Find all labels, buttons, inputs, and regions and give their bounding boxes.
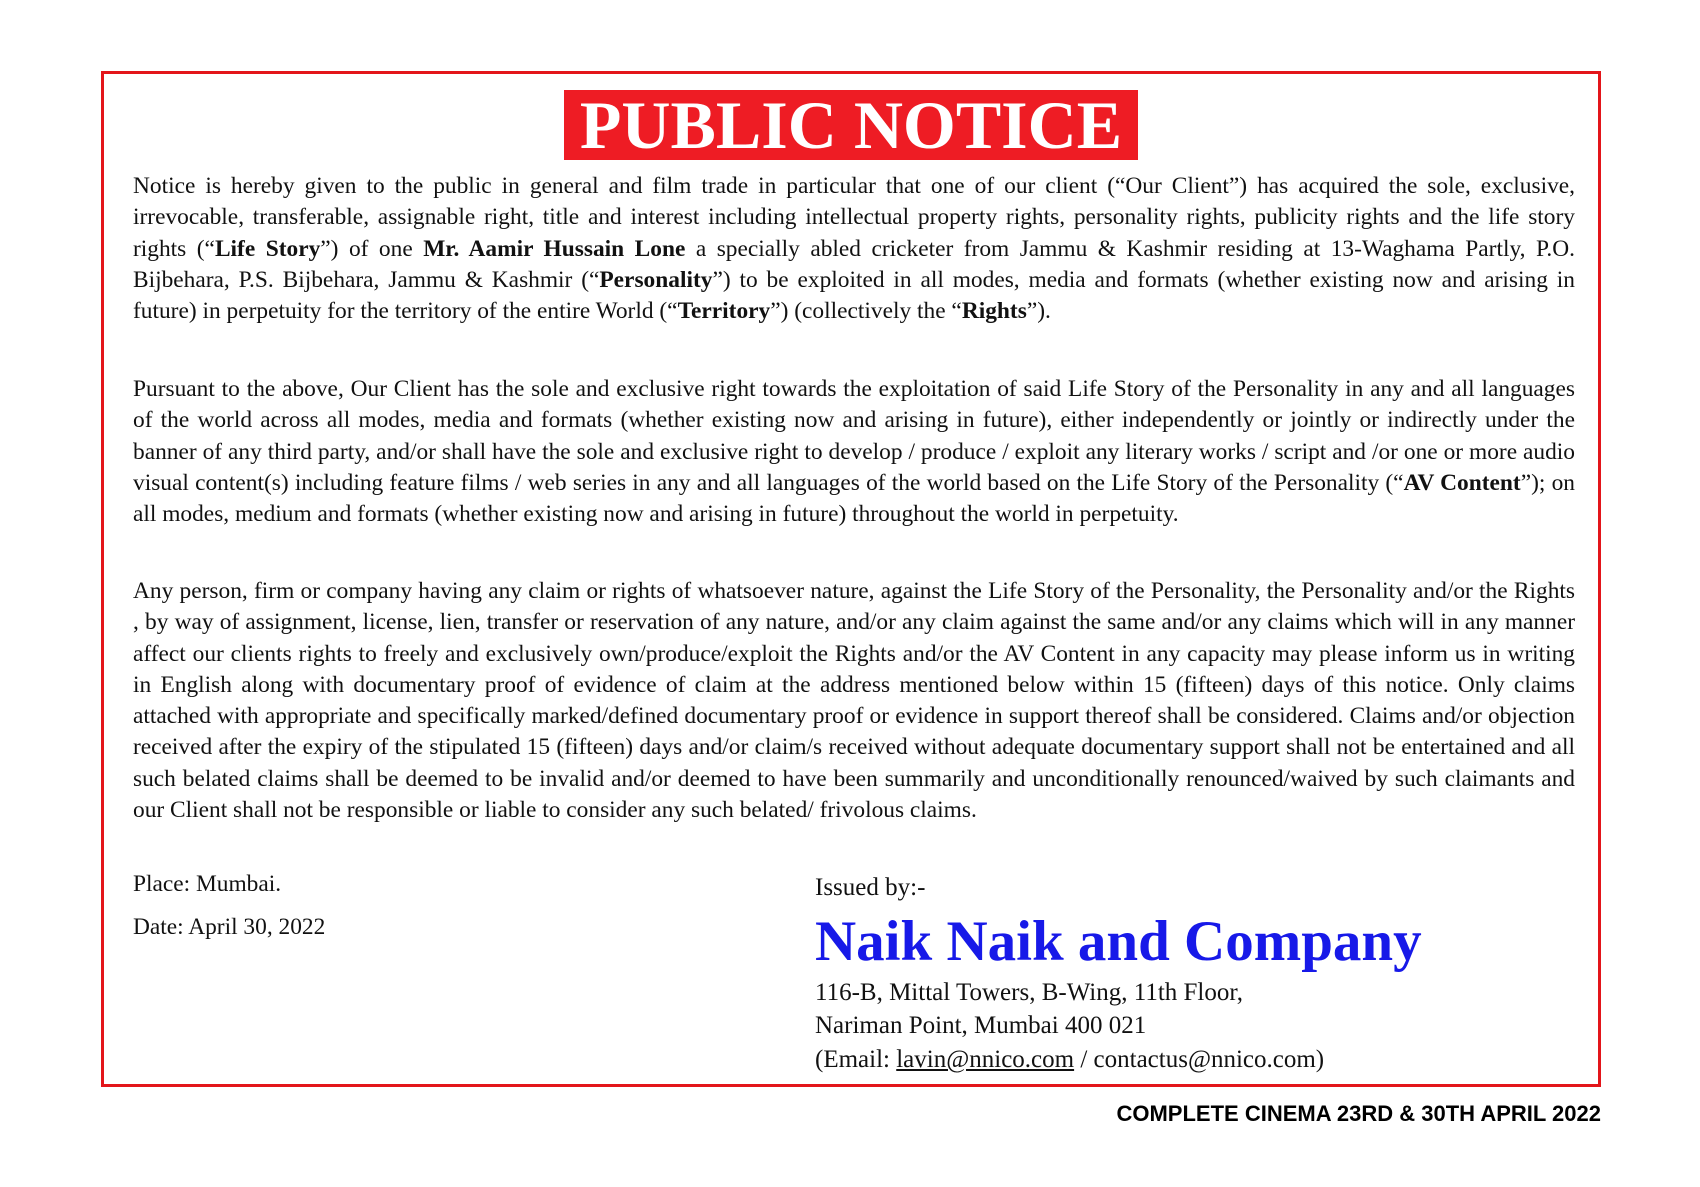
p1-text-2: ”) of one [320,235,424,262]
address-line-1: 116-B, Mittal Towers, B-Wing, 11th Floor, [815,979,1243,1006]
p1-text-1: Notice is hereby given to the public in general and film trade in particular that one of our client (“Our Client”) has acquired the sole, exclusive, irrevocable, transferable, assignable right, title and interest including intellectual property rights, personality rights, publicity rights and the life story rights (“ [133,173,1575,262]
notice-paragraph-3: Any person, firm or company having any claim or rights of whatsoever nature, against the Life Story of the Personality, the Personality and/or the Rights , by way of assignment, license, lien, transfer or reservation of any nature, and/or any claim against the same and/or any claims which will in any manner affect our clients rights to freely and exclusively own/produce/exploit the Rights and/or the AV Content in any capacity may please inform us in writing in English along with documentary proof of evidence of claim at the address mentioned below within 15 (fifteen) days of this notice. Only claims attached with appropriate and specifically marked/defined documentary proof or evidence in support thereof shall be considered. Claims and/or objection received after the expiry of the stipulated 15 (fifteen) days and/or claim/s received without adequate documentary support shall not be entertained and all such belated claims shall be deemed to be invalid and/or deemed to have been summarily and unconditionally renounced/waived by such claimants and our Client shall not be responsible or liable to consider any such belated/ frivolous claims. [133,578,1575,824]
notice-title: PUBLIC NOTICE [564,90,1138,160]
notice-paragraph-1 [133,171,1575,327]
email-prefix: (Email: [815,1046,897,1073]
p1-text-3: a specially abled cricketer from Jammu & Kashmir residing at 13-Waghama Partly, P.O. Bijbehara, P.S. Bijbehara, Jammu & Kashmir (“ [133,235,1575,293]
issued-by-label: Issued by:- [815,874,926,901]
p2-text-2: ”); on all modes, medium and formats (whether existing now and arising in future) throughout the world in perpetuity. [133,469,1575,528]
company-name: Naik Naik and Company [815,910,1422,973]
p1-bold-name: Mr. Aamir Hussain Lone [423,235,686,262]
publication-footer: COMPLETE CINEMA 23RD & 30TH APRIL 2022 [1116,1101,1601,1126]
p2-bold-av-content: AV Content [1403,469,1521,496]
p1-bold-life-story: Life Story [214,235,321,262]
date-line: Date: April 30, 2022 [133,914,326,940]
p1-text-4: ”) to be exploited in all modes, media and formats (whether existing now and arising in future) in perpetuity for the territory of the entire World (“ [133,266,1575,325]
title-wrap [104,87,1598,163]
p2-text-1: Pursuant to the above, Our Client has the sole and exclusive right towards the exploitation of said Life Story of the Personality in any and all languages of the world across all modes, media and formats (whether existing now and arising in future), either independently or jointly or indirectly under the banner of any third party, and/or shall have the sole and exclusive right to develop / produce / exploit any literary works / script and /or one or more audio visual content(s) including feature films / web series in any and all languages of the world based on the Life Story of the Personality (“ [133,376,1575,496]
notice-paragraph-2 [133,374,1575,530]
p1-bold-personality: Personality [599,266,713,293]
p1-bold-territory: Territory [677,298,771,325]
email-link-lavin[interactable]: lavin@nnico.com [896,1046,1075,1073]
p1-text-5: ”) (collectively the “ [770,298,962,325]
email-contactus: / contactus@nnico.com) [1074,1046,1325,1073]
place-line: Place: Mumbai. [133,871,282,897]
address-line-2: Nariman Point, Mumbai 400 021 [815,1012,1147,1039]
p1-bold-rights: Rights [961,298,1027,325]
email-line [815,1045,1324,1075]
public-notice-box [101,71,1601,1087]
p1-text-6: ”). [1026,298,1051,325]
